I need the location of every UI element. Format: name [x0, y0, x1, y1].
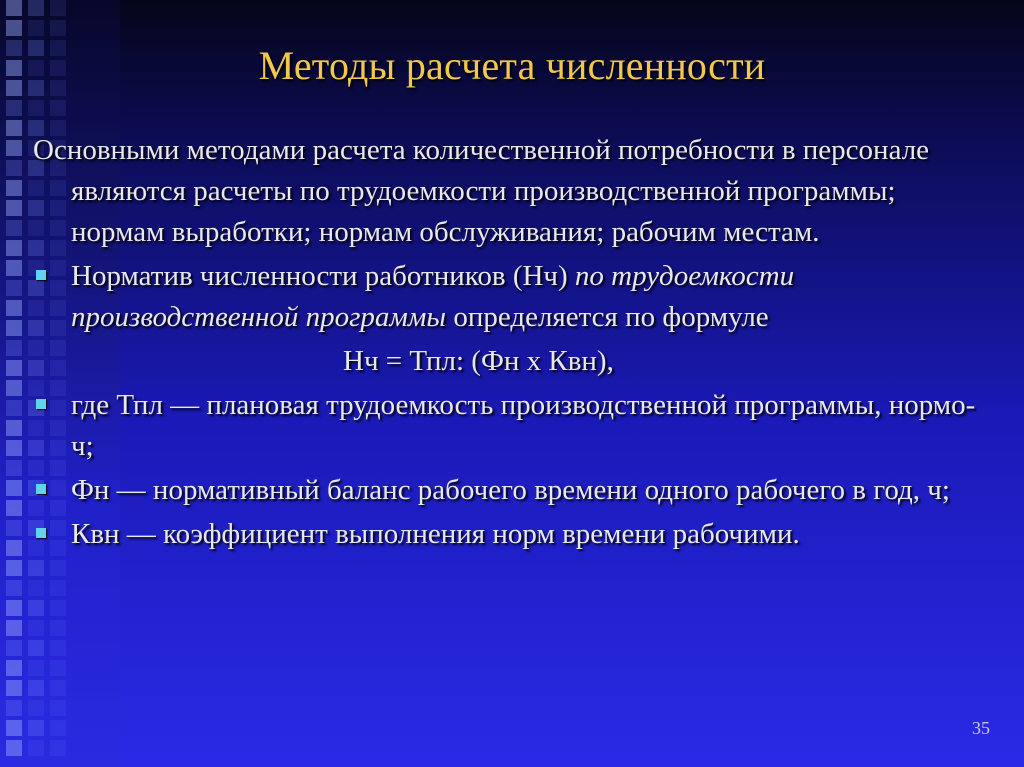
pattern-column: [6, 0, 22, 760]
slide-content: [33, 130, 993, 558]
formula: Нч = Тпл: (Фн х Квн),: [343, 345, 614, 377]
bullet-square-icon: [36, 528, 46, 538]
bullet-text: Фн — нормативный баланс рабочего времени одного рабочего в год, ч;: [71, 474, 950, 506]
bullet-text: где Тпл — плановая трудоемкость производственной программы, нормо-ч;: [71, 389, 976, 462]
bullet-square-icon: [36, 270, 46, 280]
intro-paragraph: Основными методами расчета количественной потребности в персонале являются расчеты по трудоемкости производственной программы; нормам выработки; нормам обслуживания; рабочим местам.: [33, 134, 930, 248]
bullet-text: Норматив численности работников (Нч): [71, 260, 575, 292]
bullet-item: [33, 256, 993, 338]
bullet-text: Квн — коэффициент выполнения норм времени рабочими.: [71, 518, 800, 550]
slide-title: Методы расчета численности: [258, 43, 766, 88]
bullet-italic-text: по трудоемкости производственной программы: [71, 260, 795, 333]
bullet-item: [33, 385, 993, 467]
bullet-square-icon: [36, 399, 46, 409]
bullet-item: [33, 514, 993, 555]
bullet-text: определяется по формуле: [446, 301, 769, 333]
slide-number: 35: [972, 718, 990, 738]
bullet-square-icon: [36, 484, 46, 494]
bullet-item: [33, 470, 993, 511]
